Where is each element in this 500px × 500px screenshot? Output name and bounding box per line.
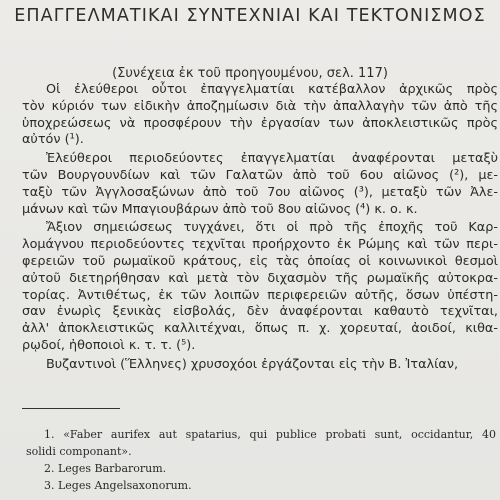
- body-line: Ἐλεύθεροι περιοδεύοντες ἐπαγγελματίαι ἀναφέρονται μεταξὺ: [46, 151, 498, 167]
- body-line: λομάγνου περιοδεύοντες τεχνῖται προήρχοντο ἐκ Ρώμης καὶ τῶν περι-: [22, 237, 498, 253]
- body-line: αὐτόν (¹).: [22, 132, 84, 148]
- footnotes: [26, 426, 496, 494]
- body-line: ἀλλ' ἀποκλειστικῶς καλλιτέχναι, ὅπως π. χ. χορευταί, ἀοιδοί, κιθα-: [22, 321, 498, 337]
- body-line: φερειῶν τοῦ ρωμαϊκοῦ κράτους, εἰς τὰς ὁποίας οἱ κοινωνικοὶ θεσμοὶ: [22, 253, 498, 269]
- body-line: ταξὺ τῶν Ἀγγλοσαξώνων ἀπὸ τοῦ 7ου αἰῶνος (³), μεταξὺ τῶν Ἀλε-: [22, 184, 498, 200]
- body-line: Οἱ ἐλεύθεροι οὗτοι ἐπαγγελματίαι κατέβαλλον ἀρχικῶς πρὸς: [46, 82, 498, 97]
- footnote: 1. «Faber aurifex aut spatarius, qui publice probati sunt, occidantur, 40: [44, 428, 496, 441]
- body-line: Ἄξιον σημειώσεως τυγχάνει, ὅτι οἱ πρὸ τῆς ἐποχῆς τοῦ Καρ-: [46, 220, 498, 236]
- footnote: 3. Leges Angelsaxonorum.: [44, 479, 192, 492]
- body-line: τορίας. Ἀντιθέτως, ἐκ τῶν λοιπῶν περιφερειῶν αὐτῆς, ὅσων ὑπέστη-: [22, 287, 498, 303]
- body-line: τῶν Βουργουνδίων καὶ τῶν Γαλατῶν ἀπὸ τοῦ 6ου αἰῶνος (²), με-: [22, 167, 498, 183]
- body-line: αὐτοῦ διετηρήθησαν καὶ μετὰ τὸν διχασμὸν τῆς ρωμαϊκῆς αὐτοκρα-: [22, 270, 498, 286]
- body-line: τὸν κύριόν των εἰδικὴν ἀποζημίωσιν διὰ τὴν ἀπαλλαγὴν τῶν ἀπὸ τῆς: [22, 98, 498, 114]
- footnote: 2. Leges Barbarorum.: [44, 462, 167, 475]
- body-line: ρῳδοί, ἠθοποιοὶ κ. τ. τ. (⁵).: [22, 337, 196, 353]
- body-line: Βυζαντινοὶ (Ἕλληνες) χρυσοχόοι ἐργάζονται εἰς τὴν Β. Ἰταλίαν,: [46, 356, 459, 372]
- body-line: μάνων καὶ τῶν Μπαγιουβάρων ἀπὸ τοῦ 8ου αἰῶνος (⁴) κ. ο. κ.: [22, 201, 418, 217]
- body-line: ὑποχρεώσεως νὰ προσφέρουν τὴν ἐργασίαν των ἀποκλειστικῶς πρὸς: [22, 115, 498, 131]
- footnote-divider: [22, 408, 120, 409]
- continuation-note: (Συνέχεια ἐκ τοῦ προηγουμένου, σελ. 117): [112, 66, 388, 81]
- body-line: σαν ἐνωρὶς ξενικὰς εἰσβολάς, δὲν ἀναφέρονται καθαυτὸ τεχνῖται,: [22, 304, 498, 320]
- article-title: ΕΠΑΓΓΕΛΜΑΤΙΚΑΙ ΣΥΝΤΕΧΝΙΑΙ ΚΑΙ ΤΕΚΤΟΝΙΣΜΟΣ: [14, 6, 486, 26]
- footnote: solidi componant».: [26, 445, 132, 458]
- article-body: [22, 82, 498, 374]
